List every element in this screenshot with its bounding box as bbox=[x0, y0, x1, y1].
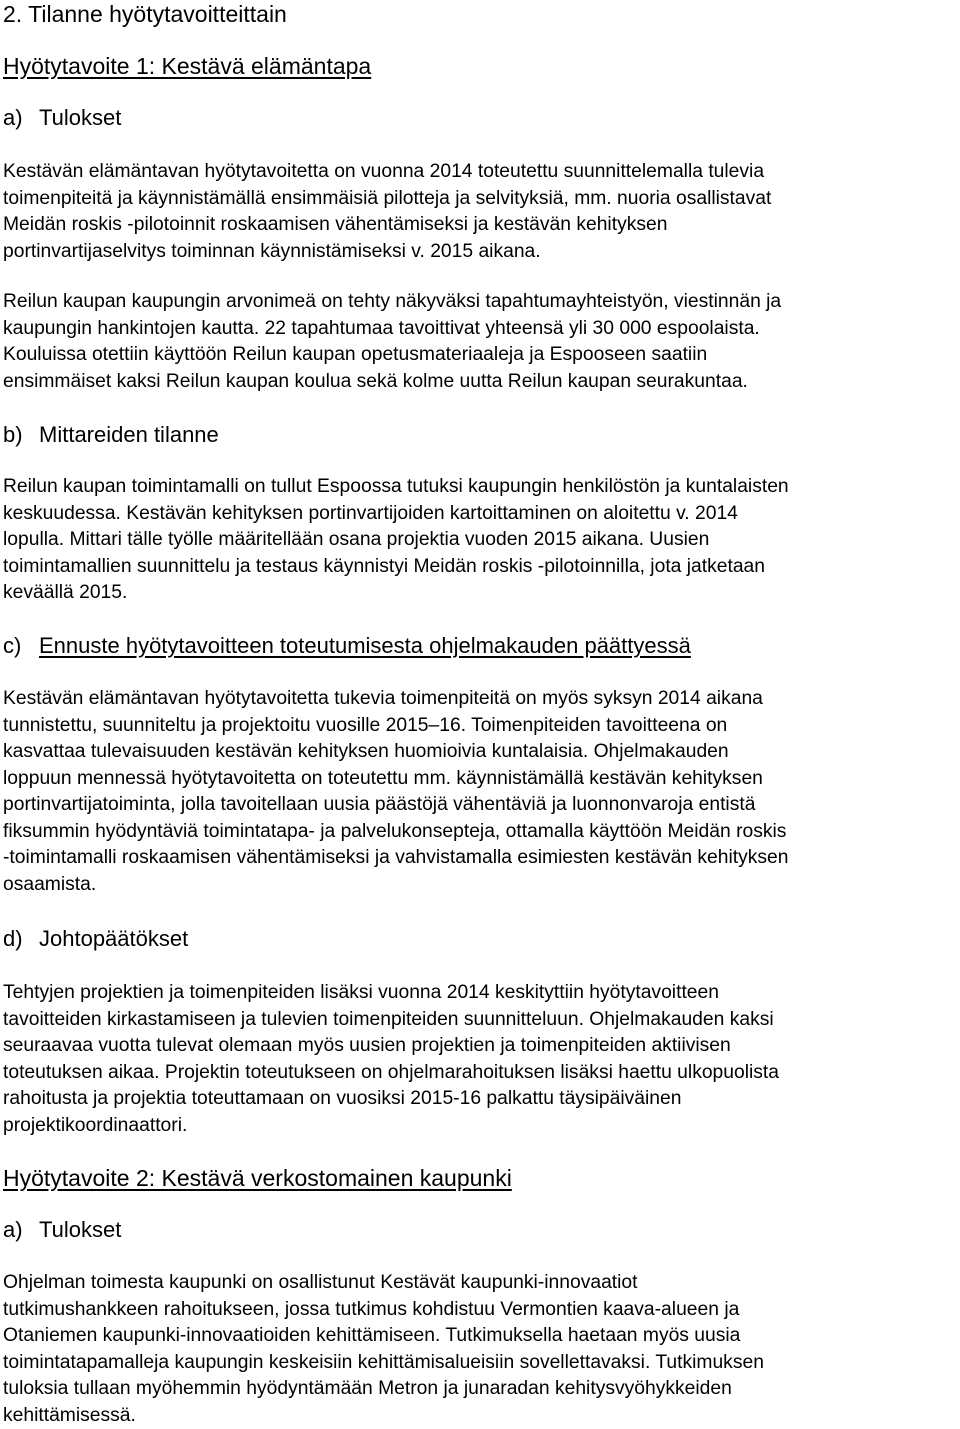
text-line: toimenpiteitä ja käynnistämällä ensimmäisiä pilotteja ja selvityksiä, mm. nuoria osallistavat bbox=[3, 186, 957, 213]
text-line: ensimmäiset kaksi Reilun kaupan koulua sekä kolme uutta Reilun kaupan seurakuntaa. bbox=[3, 369, 957, 396]
text-line: lopulla. Mittari tälle työlle määritellään osana projektia vuoden 2015 aikana. Uusien bbox=[3, 527, 957, 554]
text-line: tuloksia tullaan myöhemmin hyödyntämään Metron ja junaradan kehitysvyöhykkeiden bbox=[3, 1376, 957, 1403]
subsection-title: Ennuste hyötytavoitteen toteutumisesta ohjelmakauden päättyessä bbox=[39, 633, 691, 658]
goal-2-a-paragraph-1 bbox=[3, 1270, 957, 1429]
text-line: Reilun kaupan kaupungin arvonimeä on tehty näkyväksi tapahtumayhteistyön, viestinnän ja bbox=[3, 289, 957, 316]
goal-1-subsection-c-heading bbox=[3, 632, 691, 660]
text-line: keskuudessa. Kestävän kehityksen portinvartijoiden kartoittaminen on aloitettu v. 2014 bbox=[3, 501, 957, 528]
goal-2-subsection-a-heading bbox=[3, 1216, 121, 1244]
text-line: Kestävän elämäntavan hyötytavoitetta tukevia toimenpiteitä on myös syksyn 2014 aikana bbox=[3, 686, 957, 713]
text-line: Ohjelman toimesta kaupunki on osallistunut Kestävät kaupunki-innovaatiot bbox=[3, 1270, 957, 1297]
text-line: toteutuksen aikaa. Projektin toteutukseen on ohjelmarahoituksen lisäksi haettu ulkopuolista bbox=[3, 1060, 957, 1087]
subsection-title: Tulokset bbox=[39, 1217, 121, 1242]
goal-1-a-paragraph-2 bbox=[3, 289, 957, 395]
subsection-title: Tulokset bbox=[39, 105, 121, 130]
text-line: toimintamallien suunnittelu ja testaus käynnistyi Meidän roskis -pilotoinnilla, jota jatketaan bbox=[3, 554, 957, 581]
text-line: keväällä 2015. bbox=[3, 580, 957, 607]
goal-1-c-paragraph-1 bbox=[3, 686, 957, 898]
text-line: seuraavaa vuotta tulevat olemaan myös uusien projektien ja toimenpiteiden aktiivisen bbox=[3, 1033, 957, 1060]
goal-1-b-paragraph-1 bbox=[3, 474, 957, 607]
text-line: -toimintamalli roskaamisen vähentämiseksi ja vahvistamalla esimiesten kestävän kehityksen bbox=[3, 845, 957, 872]
subsection-letter: a) bbox=[3, 104, 39, 132]
subsection-title: Johtopäätökset bbox=[39, 926, 188, 951]
subsection-title: Mittareiden tilanne bbox=[39, 422, 219, 447]
goal-1-title: Hyötytavoite 1: Kestävä elämäntapa bbox=[3, 52, 371, 80]
text-line: osaamista. bbox=[3, 872, 957, 899]
subsection-letter: d) bbox=[3, 925, 39, 953]
text-line: kasvattaa tulevaisuuden kestävän kehityksen huomioivia kuntalaisia. Ohjelmakauden bbox=[3, 739, 957, 766]
text-line: loppuun mennessä hyötytavoitetta on toteutettu mm. käynnistämällä kestävän kehityksen bbox=[3, 766, 957, 793]
text-line: Meidän roskis -pilotoinnit roskaamisen vähentämiseksi ja kestävän kehityksen bbox=[3, 212, 957, 239]
goal-2-title: Hyötytavoite 2: Kestävä verkostomainen kaupunki bbox=[3, 1164, 512, 1192]
goal-1-a-paragraph-1 bbox=[3, 159, 957, 265]
text-line: toimintatapamalleja kaupungin keskeisiin kehittämisalueisiin sovellettavaksi. Tutkimuksen bbox=[3, 1350, 957, 1377]
goal-1-subsection-a-heading bbox=[3, 104, 121, 132]
text-line: tutkimushankkeen rahoitukseen, jossa tutkimus kohdistuu Vermontien kaava-alueen ja bbox=[3, 1297, 957, 1324]
text-line: kehittämisessä. bbox=[3, 1403, 957, 1429]
text-line: kaupungin hankintojen kautta. 22 tapahtumaa tavoittivat yhteensä yli 30 000 espoolaista. bbox=[3, 316, 957, 343]
goal-1-d-paragraph-1 bbox=[3, 980, 957, 1139]
subsection-letter: a) bbox=[3, 1216, 39, 1244]
goal-1-subsection-d-heading bbox=[3, 925, 188, 953]
subsection-letter: c) bbox=[3, 632, 39, 660]
text-line: Otaniemen kaupunki-innovaatioiden kehittämiseen. Tutkimuksella haetaan myös uusia bbox=[3, 1323, 957, 1350]
text-line: Tehtyjen projektien ja toimenpiteiden lisäksi vuonna 2014 keskityttiin hyötytavoitteen bbox=[3, 980, 957, 1007]
text-line: tavoitteiden kirkastamiseen ja tulevien toimenpiteiden suunnitteluun. Ohjelmakauden kaksi bbox=[3, 1007, 957, 1034]
section-title: 2. Tilanne hyötytavoitteittain bbox=[3, 0, 287, 28]
text-line: Kestävän elämäntavan hyötytavoitetta on vuonna 2014 toteutettu suunnittelemalla tulevia bbox=[3, 159, 957, 186]
text-line: rahoitusta ja projektia toteuttamaan on vuosiksi 2015-16 palkattu täysipäiväinen bbox=[3, 1086, 957, 1113]
text-line: tunnistettu, suunniteltu ja projektoitu vuosille 2015–16. Toimenpiteiden tavoitteena on bbox=[3, 713, 957, 740]
text-line: portinvartijatoiminta, jolla tavoitellaan uusia päästöjä vähentäviä ja luonnonvaroja entistä bbox=[3, 792, 957, 819]
text-line: fiksummin hyödyntäviä toimintatapa- ja palvelukonsepteja, ottamalla käyttöön Meidän roskis bbox=[3, 819, 957, 846]
text-line: portinvartijaselvitys toiminnan käynnistämiseksi v. 2015 aikana. bbox=[3, 239, 957, 266]
subsection-letter: b) bbox=[3, 421, 39, 449]
goal-1-subsection-b-heading bbox=[3, 421, 219, 449]
text-line: projektikoordinaattori. bbox=[3, 1113, 957, 1140]
text-line: Kouluissa otettiin käyttöön Reilun kaupan opetusmateriaaleja ja Espooseen saatiin bbox=[3, 342, 957, 369]
text-line: Reilun kaupan toimintamalli on tullut Espoossa tutuksi kaupungin henkilöstön ja kuntalaisten bbox=[3, 474, 957, 501]
